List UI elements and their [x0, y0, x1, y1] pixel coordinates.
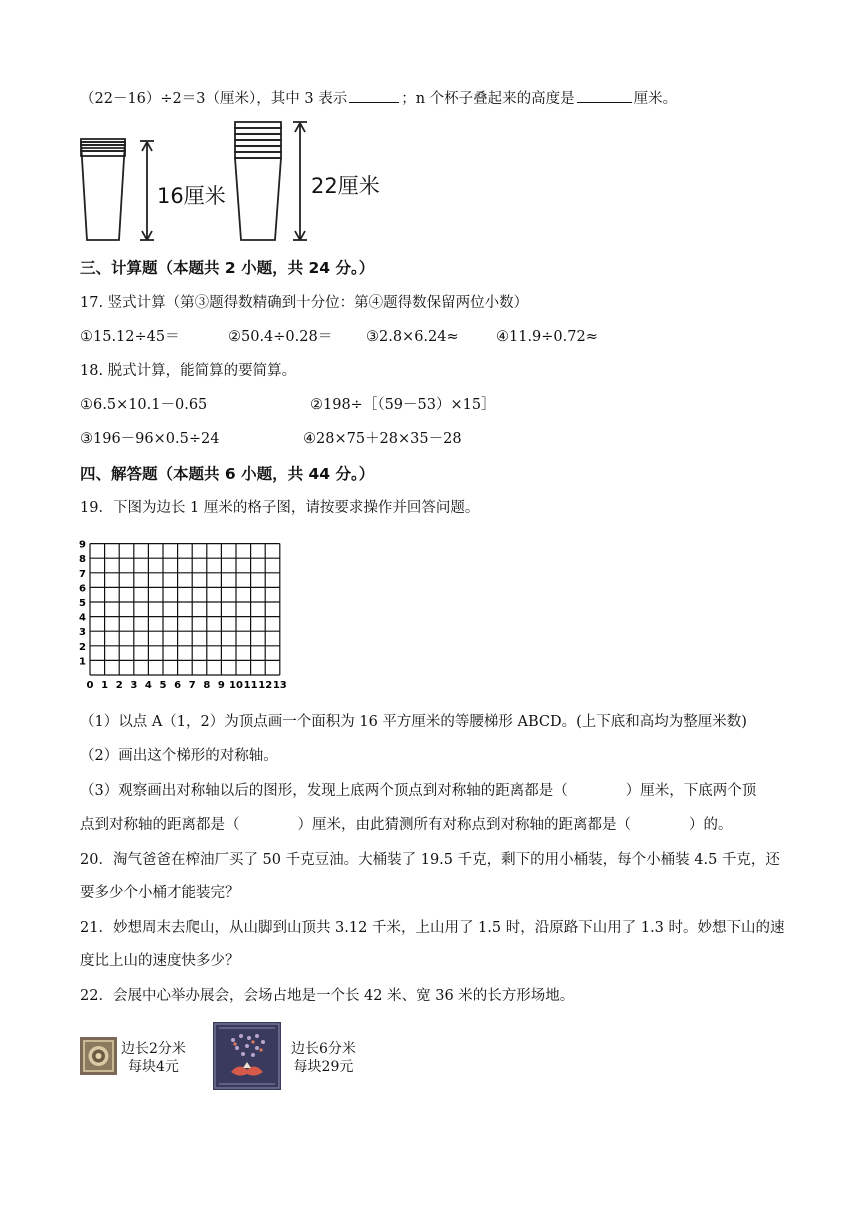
- q18-item-3: ③196－96×0.5÷24: [80, 431, 220, 447]
- grid-x-label: 13: [272, 680, 287, 691]
- q20-line2: 要多少个小桶才能装完？: [80, 885, 240, 901]
- grid-x-label: 3: [130, 680, 138, 691]
- small-tile-label: [121, 1040, 186, 1076]
- grid-x-label: 0: [86, 680, 94, 691]
- section4-heading: 四、解答题（本题共 6 小题，共 44 分。）: [80, 465, 375, 483]
- grid-x-label: 12: [258, 680, 273, 691]
- q21-line2: 度比上山的速度快多少？: [80, 953, 240, 969]
- large-tile-label: [291, 1040, 356, 1076]
- grid-x-label: 10: [229, 680, 243, 691]
- answer-blank[interactable]: [349, 88, 399, 103]
- q16-text: [80, 88, 677, 109]
- q19-part3-line1: （3）观察画出对称轴以后的图形，发现上底两个顶点到对称轴的距离都是（ ）厘米，下底两个顶: [80, 783, 757, 799]
- q21-line1: 21．妙想周末去爬山，从山脚到山顶共 3.12 千米，上山用了 1.5 时，沿原路下山用了 1.3 时。妙想下山的速: [80, 920, 785, 936]
- grid-y-label: 3: [79, 627, 86, 639]
- grid-x-label: 5: [159, 680, 167, 691]
- q16-part1: （22－16）÷2＝3（厘米），其中 3 表示: [80, 91, 348, 107]
- q17-item-3: ③2.8×6.24≈: [366, 329, 459, 345]
- left-height-label: 16厘米: [157, 184, 226, 208]
- right-height-label: 22厘米: [311, 174, 380, 198]
- q16-part2: ；n 个杯子叠起来的高度是: [401, 91, 575, 107]
- grid-x-label: 11: [243, 680, 258, 691]
- grid-y-label: 8: [79, 554, 86, 566]
- grid-y-label: 6: [79, 583, 86, 595]
- large-tile-image: [213, 1022, 281, 1090]
- grid-x-label: 8: [203, 680, 211, 691]
- q19-text: 19．下图为边长 1 厘米的格子图，请按要求操作并回答问题。: [80, 500, 480, 516]
- grid-y-label: 9: [79, 539, 86, 551]
- q19-part1: （1）以点 A（1，2）为顶点画一个面积为 16 平方厘米的等腰梯形 ABCD。(上下底和高均为整厘米数): [80, 714, 747, 730]
- q16-part3: 厘米。: [633, 91, 678, 107]
- large-tile-price: 每块29元: [293, 1059, 354, 1075]
- small-tile-size: 边长2分米: [121, 1041, 186, 1057]
- answer-blank[interactable]: [577, 88, 632, 103]
- q18-item-4: ④28×75＋28×35－28: [303, 431, 462, 447]
- grid-y-label: 7: [79, 568, 86, 580]
- grid-y-label: 2: [79, 641, 86, 653]
- q19-part2: （2）画出这个梯形的对称轴。: [80, 748, 278, 764]
- section3-heading: 三、计算题（本题共 2 小题，共 24 分。）: [80, 259, 375, 277]
- small-tile-image: [80, 1037, 117, 1075]
- grid-y-label: 5: [79, 598, 86, 609]
- grid-x-label: 7: [188, 680, 196, 691]
- grid-x-label: 6: [174, 680, 182, 691]
- q17-item-2: ②50.4÷0.28＝: [228, 329, 333, 345]
- q20-line1: 20．淘气爸爸在榨油厂买了 50 千克豆油。大桶装了 19.5 千克，剩下的用小桶装，每个小桶装 4.5 千克，还: [80, 852, 780, 868]
- grid-y-label: 4: [79, 612, 86, 624]
- grid-x-label: 9: [217, 680, 225, 691]
- small-tile-price: 每块4元: [128, 1059, 179, 1075]
- grid-x-label: 2: [115, 680, 123, 691]
- q17-item-1: ①15.12÷45＝: [80, 329, 180, 345]
- q22-text: 22．会展中心举办展会，会场占地是一个长 42 米、宽 36 米的长方形场地。: [80, 988, 575, 1004]
- coordinate-grid[interactable]: [80, 533, 310, 693]
- grid-x-label: 4: [144, 680, 152, 691]
- q17-item-4: ④11.9÷0.72≈: [496, 329, 598, 345]
- grid-x-label: 1: [101, 680, 109, 691]
- grid-y-label: 1: [79, 656, 86, 668]
- q18-text: 18. 脱式计算，能简算的要简算。: [80, 363, 297, 379]
- stacked-cups-figure: [75, 118, 395, 246]
- large-tile-size: 边长6分米: [291, 1041, 356, 1057]
- q17-text: 17. 竖式计算（第③题得数精确到十分位：第④题得数保留两位小数）: [80, 295, 529, 311]
- q18-item-2: ②198÷［（59－53）×15］: [310, 397, 496, 413]
- q18-item-1: ①6.5×10.1－0.65: [80, 397, 208, 413]
- q19-part3-line2: 点到对称轴的距离都是（ ）厘米，由此猜测所有对称点到对称轴的距离都是（ ）的。: [80, 817, 733, 833]
